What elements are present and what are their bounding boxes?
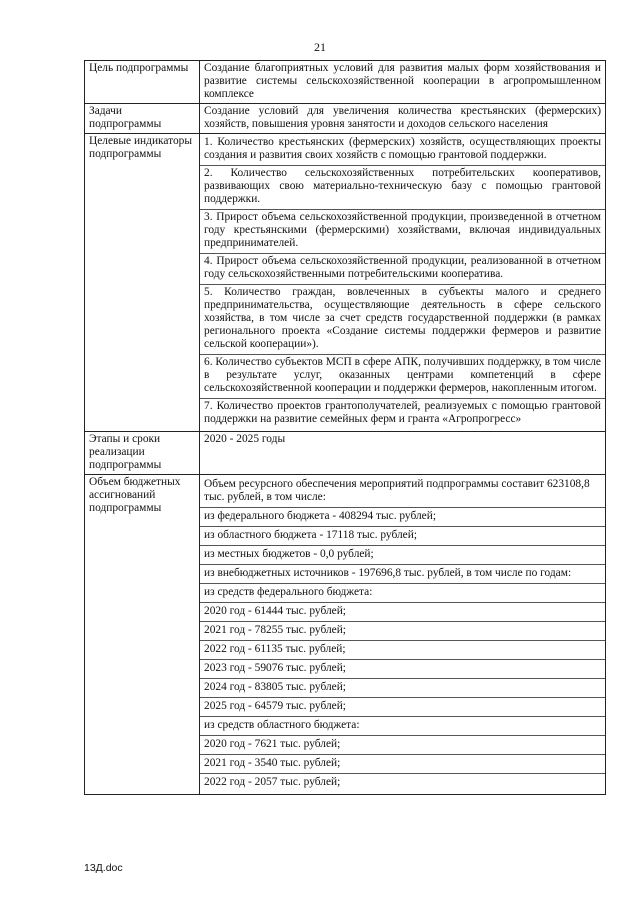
goal-label: Цель подпрограммы (85, 61, 200, 104)
indicator-item: 4. Прирост объема сельскохозяйственной продукции, реализованной в отчетном году сельскохозяйственными потребительскими кооператива. (204, 255, 601, 280)
indicator-item: 2. Количество сельскохозяйственных потребительских кооперативов, развивающих свою материально-техническую базу с помощью грантовой поддержки. (204, 167, 601, 205)
budget-line: 2020 год - 61444 тыс. рублей; (204, 605, 346, 617)
indicator-item: 5. Количество граждан, вовлеченных в субъекты малого и среднего предпринимательства, осуществляющие деятельность в сфере сельского хозяйства, в том числе за счет средств государственной поддержки (в рамках регионального проекта «Создание системы поддержки фермеров и развитие сельской кооперации»). (204, 286, 601, 350)
indicators-cell (200, 134, 606, 432)
indicator-item: 6. Количество субъектов МСП в сфере АПК, получивших поддержку, в том числе в результате услуг, оказанных центрами компетенций в сфере сельскохозяйственной кооперации и поддержки фермеров, накопленным итогом. (204, 356, 601, 394)
page-number: 21 (314, 40, 326, 54)
budget-line: 2022 год - 61135 тыс. рублей; (204, 643, 346, 655)
budget-line: 2021 год - 78255 тыс. рублей; (204, 624, 346, 636)
indicators-label: Целевые индикаторы подпрограммы (85, 134, 200, 432)
table-row-budget (85, 475, 606, 795)
table-row-stages (85, 432, 606, 475)
table-row-tasks (85, 104, 606, 134)
goal-text: Создание благоприятных условий для развития малых форм хозяйствования и развитие системы сельскохозяйственной кооперации в агропромышленном комплексе (200, 61, 606, 104)
budget-line: 2025 год - 64579 тыс. рублей; (204, 700, 346, 712)
stages-text: 2020 - 2025 годы (200, 432, 606, 475)
subprogram-passport-table (84, 60, 606, 795)
budget-line: из областного бюджета - 17118 тыс. рублей; (204, 529, 417, 541)
indicator-item: 1. Количество крестьянских (фермерских) хозяйств, осуществляющих проекты создания и развития своих хозяйств с помощью грантовой поддержки. (204, 136, 601, 161)
budget-line: Объем ресурсного обеспечения мероприятий подпрограммы составит 623108,8 тыс. рублей, в том числе: (204, 478, 590, 503)
budget-line: 2021 год - 3540 тыс. рублей; (204, 757, 341, 769)
budget-label: Объем бюджетных ассигнований подпрограммы (85, 475, 200, 795)
file-name-footer: 13Д.doc (84, 862, 123, 874)
budget-line: из федерального бюджета - 408294 тыс. рублей; (204, 510, 436, 522)
indicator-item: 7. Количество проектов грантополучателей, реализуемых с помощью грантовой поддержки на развитие семейных ферм и гранта «Агропрогресс» (204, 400, 601, 425)
budget-line: из средств федерального бюджета: (204, 586, 373, 598)
stages-label: Этапы и сроки реализации подпрограммы (85, 432, 200, 475)
budget-line: из местных бюджетов - 0,0 рублей; (204, 548, 374, 560)
budget-line: 2022 год - 2057 тыс. рублей; (204, 776, 341, 788)
budget-cell (200, 475, 606, 795)
table-row-goal (85, 61, 606, 104)
budget-line: 2023 год - 59076 тыс. рублей; (204, 662, 346, 674)
indicator-item: 3. Прирост объема сельскохозяйственной продукции, произведенной в отчетном году крестьянскими (фермерскими) хозяйствами, включая индивидуальных предпринимателей. (204, 211, 601, 249)
budget-line: 2024 год - 83805 тыс. рублей; (204, 681, 346, 693)
budget-line: из внебюджетных источников - 197696,8 тыс. рублей, в том числе по годам: (204, 567, 572, 579)
table-row-indicators (85, 134, 606, 432)
tasks-label: Задачи подпрограммы (85, 104, 200, 134)
budget-line: из средств областного бюджета: (204, 719, 360, 731)
tasks-text: Создание условий для увеличения количества крестьянских (фермерских) хозяйств, повышения уровня занятости и доходов сельского населения (200, 104, 606, 134)
budget-line: 2020 год - 7621 тыс. рублей; (204, 738, 341, 750)
